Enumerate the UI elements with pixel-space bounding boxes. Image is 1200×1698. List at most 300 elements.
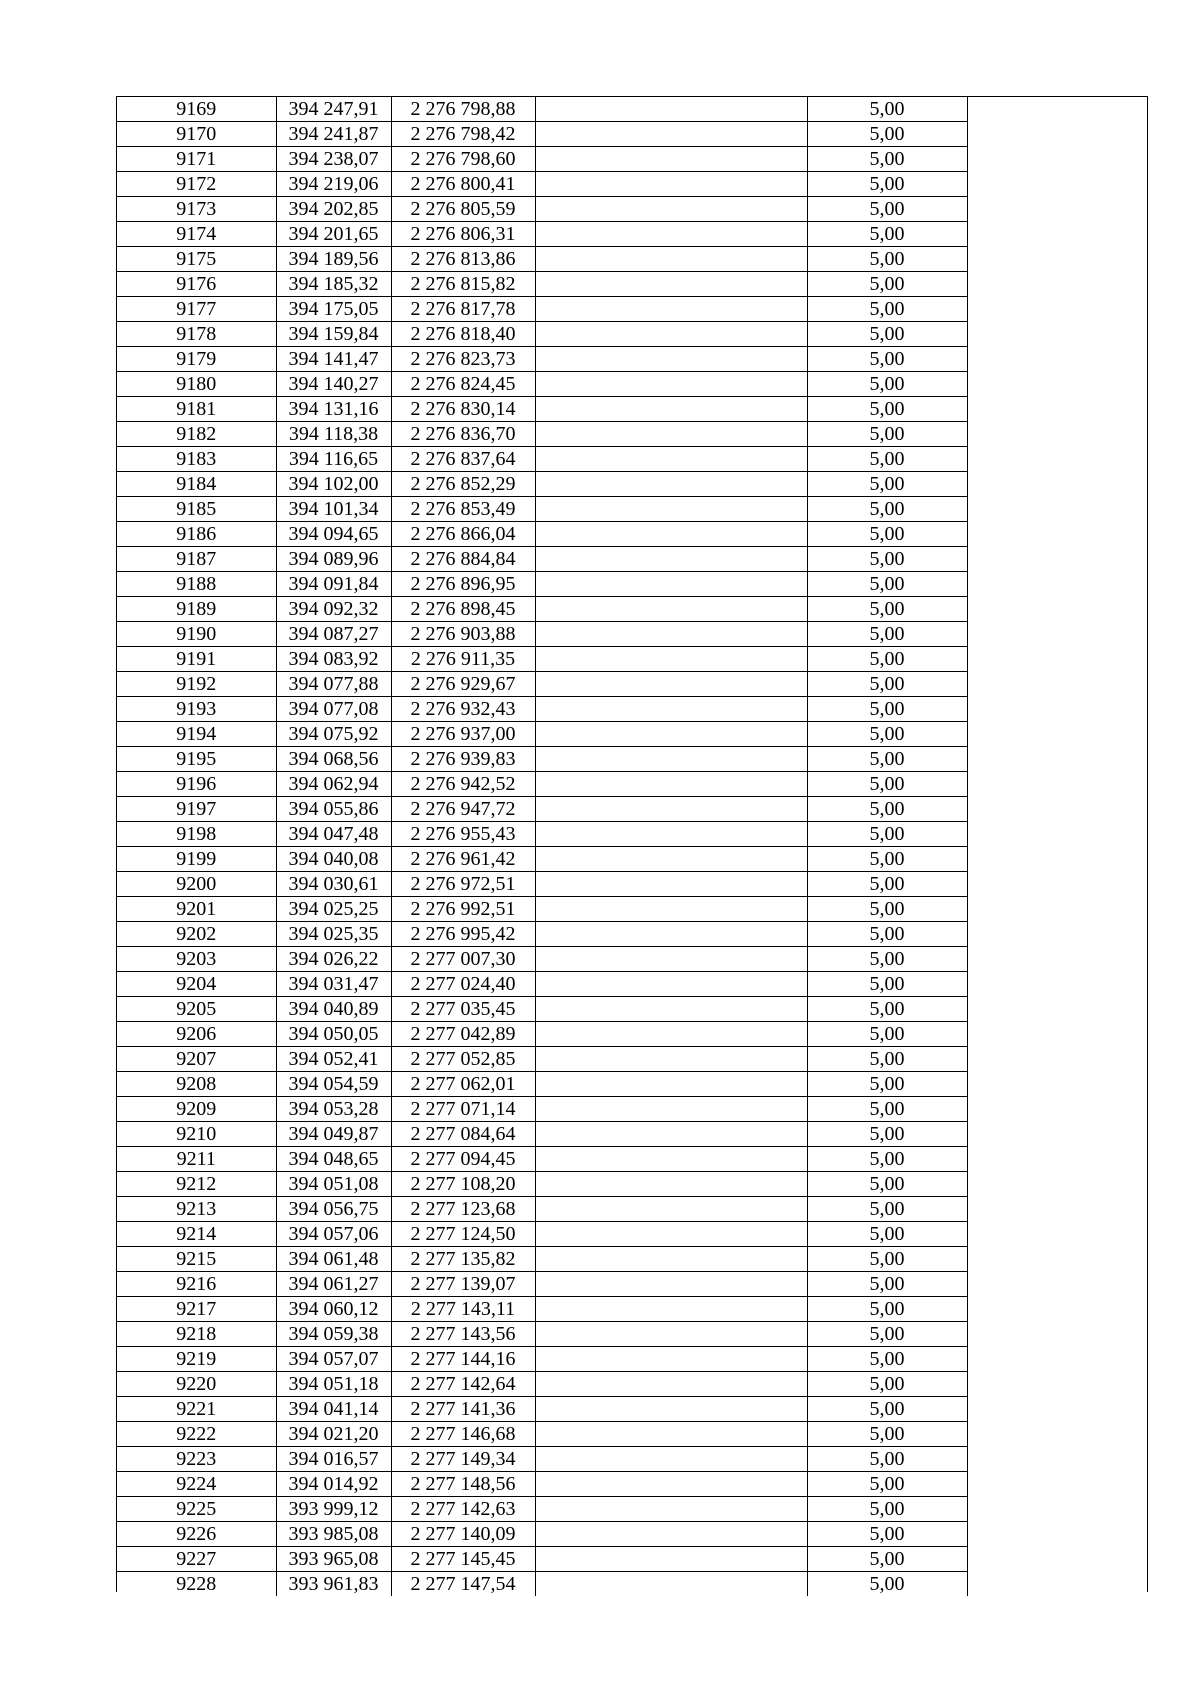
description-cell [535, 1547, 807, 1572]
point-number-cell: 9199 [117, 847, 276, 872]
point-number-cell: 9190 [117, 622, 276, 647]
x-coordinate-cell: 394 116,65 [276, 447, 391, 472]
accuracy-cell: 5,00 [807, 497, 967, 522]
y-coordinate-cell: 2 276 903,88 [391, 622, 535, 647]
extra-cell [967, 1272, 1147, 1297]
accuracy-cell: 5,00 [807, 372, 967, 397]
x-coordinate-cell: 394 051,18 [276, 1372, 391, 1397]
table-row [117, 372, 1147, 397]
y-coordinate-cell: 2 277 094,45 [391, 1147, 535, 1172]
table-row [117, 722, 1147, 747]
x-coordinate-cell: 394 062,94 [276, 772, 391, 797]
description-cell [535, 522, 807, 547]
table-row [117, 1522, 1147, 1547]
table-row [117, 297, 1147, 322]
x-coordinate-cell: 394 040,08 [276, 847, 391, 872]
description-cell [535, 397, 807, 422]
y-coordinate-cell: 2 277 144,16 [391, 1347, 535, 1372]
table-row [117, 872, 1147, 897]
y-coordinate-cell: 2 276 947,72 [391, 797, 535, 822]
table-row [117, 1422, 1147, 1447]
description-cell [535, 1172, 807, 1197]
accuracy-cell: 5,00 [807, 1297, 967, 1322]
extra-cell [967, 1147, 1147, 1172]
y-coordinate-cell: 2 276 932,43 [391, 697, 535, 722]
point-number-cell: 9228 [117, 1572, 276, 1597]
y-coordinate-cell: 2 276 830,14 [391, 397, 535, 422]
x-coordinate-cell: 394 030,61 [276, 872, 391, 897]
y-coordinate-cell: 2 276 805,59 [391, 197, 535, 222]
table-row [117, 347, 1147, 372]
x-coordinate-cell: 394 077,08 [276, 697, 391, 722]
point-number-cell: 9203 [117, 947, 276, 972]
y-coordinate-cell: 2 276 817,78 [391, 297, 535, 322]
accuracy-cell: 5,00 [807, 772, 967, 797]
description-cell [535, 472, 807, 497]
extra-cell [967, 1497, 1147, 1522]
description-cell [535, 947, 807, 972]
y-coordinate-cell: 2 276 823,73 [391, 347, 535, 372]
extra-cell [967, 1472, 1147, 1497]
extra-cell [967, 1347, 1147, 1372]
point-number-cell: 9198 [117, 822, 276, 847]
table-row [117, 122, 1147, 147]
description-cell [535, 1372, 807, 1397]
table-row [117, 1072, 1147, 1097]
description-cell [535, 1297, 807, 1322]
accuracy-cell: 5,00 [807, 1197, 967, 1222]
point-number-cell: 9171 [117, 147, 276, 172]
x-coordinate-cell: 394 094,65 [276, 522, 391, 547]
accuracy-cell: 5,00 [807, 397, 967, 422]
description-cell [535, 872, 807, 897]
x-coordinate-cell: 394 041,14 [276, 1397, 391, 1422]
x-coordinate-cell: 394 102,00 [276, 472, 391, 497]
point-number-cell: 9227 [117, 1547, 276, 1572]
y-coordinate-cell: 2 277 124,50 [391, 1222, 535, 1247]
accuracy-cell: 5,00 [807, 447, 967, 472]
extra-cell [967, 1522, 1147, 1547]
description-cell [535, 972, 807, 997]
description-cell [535, 1522, 807, 1547]
point-number-cell: 9185 [117, 497, 276, 522]
extra-cell [967, 522, 1147, 547]
accuracy-cell: 5,00 [807, 597, 967, 622]
table-row [117, 322, 1147, 347]
point-number-cell: 9179 [117, 347, 276, 372]
accuracy-cell: 5,00 [807, 1147, 967, 1172]
extra-cell [967, 1022, 1147, 1047]
x-coordinate-cell: 394 247,91 [276, 97, 391, 122]
description-cell [535, 772, 807, 797]
extra-cell [967, 1172, 1147, 1197]
x-coordinate-cell: 394 014,92 [276, 1472, 391, 1497]
extra-cell [967, 572, 1147, 597]
description-cell [535, 1272, 807, 1297]
description-cell [535, 247, 807, 272]
point-number-cell: 9223 [117, 1447, 276, 1472]
table-row [117, 797, 1147, 822]
x-coordinate-cell: 394 051,08 [276, 1172, 391, 1197]
extra-cell [967, 422, 1147, 447]
point-number-cell: 9189 [117, 597, 276, 622]
y-coordinate-cell: 2 277 143,56 [391, 1322, 535, 1347]
extra-cell [967, 497, 1147, 522]
extra-cell [967, 247, 1147, 272]
y-coordinate-cell: 2 277 135,82 [391, 1247, 535, 1272]
extra-cell [967, 597, 1147, 622]
extra-cell [967, 1397, 1147, 1422]
accuracy-cell: 5,00 [807, 147, 967, 172]
point-number-cell: 9194 [117, 722, 276, 747]
extra-cell [967, 872, 1147, 897]
point-number-cell: 9211 [117, 1147, 276, 1172]
x-coordinate-cell: 394 060,12 [276, 1297, 391, 1322]
accuracy-cell: 5,00 [807, 347, 967, 372]
table-row [117, 572, 1147, 597]
coordinates-table-container [116, 96, 1148, 1595]
accuracy-cell: 5,00 [807, 1247, 967, 1272]
extra-cell [967, 1572, 1147, 1597]
point-number-cell: 9176 [117, 272, 276, 297]
extra-cell [967, 372, 1147, 397]
extra-cell [967, 722, 1147, 747]
table-row [117, 397, 1147, 422]
point-number-cell: 9212 [117, 1172, 276, 1197]
accuracy-cell: 5,00 [807, 1322, 967, 1347]
table-row [117, 1172, 1147, 1197]
y-coordinate-cell: 2 277 123,68 [391, 1197, 535, 1222]
accuracy-cell: 5,00 [807, 297, 967, 322]
table-row [117, 1497, 1147, 1522]
x-coordinate-cell: 394 189,56 [276, 247, 391, 272]
description-cell [535, 597, 807, 622]
table-row [117, 1347, 1147, 1372]
point-number-cell: 9186 [117, 522, 276, 547]
y-coordinate-cell: 2 277 142,63 [391, 1497, 535, 1522]
x-coordinate-cell: 394 238,07 [276, 147, 391, 172]
x-coordinate-cell: 394 057,07 [276, 1347, 391, 1372]
y-coordinate-cell: 2 276 798,42 [391, 122, 535, 147]
description-cell [535, 1072, 807, 1097]
description-cell [535, 822, 807, 847]
extra-cell [967, 472, 1147, 497]
description-cell [535, 447, 807, 472]
x-coordinate-cell: 394 175,05 [276, 297, 391, 322]
y-coordinate-cell: 2 276 939,83 [391, 747, 535, 772]
x-coordinate-cell: 394 025,35 [276, 922, 391, 947]
point-number-cell: 9226 [117, 1522, 276, 1547]
y-coordinate-cell: 2 276 972,51 [391, 872, 535, 897]
extra-cell [967, 122, 1147, 147]
extra-cell [967, 647, 1147, 672]
point-number-cell: 9174 [117, 222, 276, 247]
table-row [117, 272, 1147, 297]
y-coordinate-cell: 2 277 145,45 [391, 1547, 535, 1572]
y-coordinate-cell: 2 276 852,29 [391, 472, 535, 497]
accuracy-cell: 5,00 [807, 697, 967, 722]
accuracy-cell: 5,00 [807, 1422, 967, 1447]
extra-cell [967, 447, 1147, 472]
extra-cell [967, 322, 1147, 347]
description-cell [535, 547, 807, 572]
y-coordinate-cell: 2 276 992,51 [391, 897, 535, 922]
table-row [117, 747, 1147, 772]
y-coordinate-cell: 2 277 042,89 [391, 1022, 535, 1047]
point-number-cell: 9209 [117, 1097, 276, 1122]
point-number-cell: 9202 [117, 922, 276, 947]
accuracy-cell: 5,00 [807, 1572, 967, 1597]
point-number-cell: 9180 [117, 372, 276, 397]
point-number-cell: 9206 [117, 1022, 276, 1047]
accuracy-cell: 5,00 [807, 1097, 967, 1122]
table-row [117, 1222, 1147, 1247]
table-row [117, 1097, 1147, 1122]
point-number-cell: 9193 [117, 697, 276, 722]
accuracy-cell: 5,00 [807, 822, 967, 847]
accuracy-cell: 5,00 [807, 1397, 967, 1422]
extra-cell [967, 922, 1147, 947]
table-row [117, 1197, 1147, 1222]
point-number-cell: 9196 [117, 772, 276, 797]
table-row [117, 547, 1147, 572]
extra-cell [967, 347, 1147, 372]
description-cell [535, 1047, 807, 1072]
y-coordinate-cell: 2 277 146,68 [391, 1422, 535, 1447]
y-coordinate-cell: 2 276 942,52 [391, 772, 535, 797]
description-cell [535, 722, 807, 747]
y-coordinate-cell: 2 277 062,01 [391, 1072, 535, 1097]
point-number-cell: 9218 [117, 1322, 276, 1347]
table-row [117, 172, 1147, 197]
description-cell [535, 847, 807, 872]
x-coordinate-cell: 394 131,16 [276, 397, 391, 422]
description-cell [535, 747, 807, 772]
x-coordinate-cell: 394 140,27 [276, 372, 391, 397]
extra-cell [967, 1547, 1147, 1572]
description-cell [535, 697, 807, 722]
accuracy-cell: 5,00 [807, 247, 967, 272]
accuracy-cell: 5,00 [807, 872, 967, 897]
description-cell [535, 622, 807, 647]
accuracy-cell: 5,00 [807, 1172, 967, 1197]
point-number-cell: 9173 [117, 197, 276, 222]
extra-cell [967, 772, 1147, 797]
table-row [117, 597, 1147, 622]
y-coordinate-cell: 2 276 961,42 [391, 847, 535, 872]
description-cell [535, 322, 807, 347]
table-row [117, 672, 1147, 697]
y-coordinate-cell: 2 277 108,20 [391, 1172, 535, 1197]
accuracy-cell: 5,00 [807, 722, 967, 747]
description-cell [535, 97, 807, 122]
x-coordinate-cell: 394 089,96 [276, 547, 391, 572]
coordinates-table-body [117, 97, 1147, 1596]
y-coordinate-cell: 2 277 024,40 [391, 972, 535, 997]
extra-cell [967, 997, 1147, 1022]
point-number-cell: 9221 [117, 1397, 276, 1422]
point-number-cell: 9214 [117, 1222, 276, 1247]
x-coordinate-cell: 394 061,27 [276, 1272, 391, 1297]
table-row [117, 1397, 1147, 1422]
extra-cell [967, 1447, 1147, 1472]
accuracy-cell: 5,00 [807, 222, 967, 247]
table-row [117, 1372, 1147, 1397]
y-coordinate-cell: 2 276 815,82 [391, 272, 535, 297]
accuracy-cell: 5,00 [807, 847, 967, 872]
point-number-cell: 9178 [117, 322, 276, 347]
table-row [117, 197, 1147, 222]
point-number-cell: 9187 [117, 547, 276, 572]
description-cell [535, 172, 807, 197]
description-cell [535, 1397, 807, 1422]
description-cell [535, 1322, 807, 1347]
point-number-cell: 9208 [117, 1072, 276, 1097]
table-row [117, 997, 1147, 1022]
extra-cell [967, 272, 1147, 297]
point-number-cell: 9215 [117, 1247, 276, 1272]
x-coordinate-cell: 394 056,75 [276, 1197, 391, 1222]
x-coordinate-cell: 394 021,20 [276, 1422, 391, 1447]
description-cell [535, 1247, 807, 1272]
x-coordinate-cell: 394 050,05 [276, 1022, 391, 1047]
x-coordinate-cell: 394 077,88 [276, 672, 391, 697]
point-number-cell: 9188 [117, 572, 276, 597]
y-coordinate-cell: 2 276 824,45 [391, 372, 535, 397]
extra-cell [967, 822, 1147, 847]
accuracy-cell: 5,00 [807, 547, 967, 572]
accuracy-cell: 5,00 [807, 172, 967, 197]
y-coordinate-cell: 2 277 141,36 [391, 1397, 535, 1422]
table-row [117, 1147, 1147, 1172]
table-row [117, 972, 1147, 997]
y-coordinate-cell: 2 276 955,43 [391, 822, 535, 847]
description-cell [535, 1447, 807, 1472]
accuracy-cell: 5,00 [807, 797, 967, 822]
description-cell [535, 572, 807, 597]
point-number-cell: 9182 [117, 422, 276, 447]
extra-cell [967, 1297, 1147, 1322]
description-cell [535, 922, 807, 947]
table-row [117, 697, 1147, 722]
x-coordinate-cell: 394 026,22 [276, 947, 391, 972]
description-cell [535, 297, 807, 322]
table-row [117, 1272, 1147, 1297]
table-row [117, 1472, 1147, 1497]
point-number-cell: 9222 [117, 1422, 276, 1447]
x-coordinate-cell: 394 025,25 [276, 897, 391, 922]
y-coordinate-cell: 2 276 866,04 [391, 522, 535, 547]
table-row [117, 922, 1147, 947]
x-coordinate-cell: 394 053,28 [276, 1097, 391, 1122]
description-cell [535, 347, 807, 372]
description-cell [535, 1222, 807, 1247]
point-number-cell: 9177 [117, 297, 276, 322]
accuracy-cell: 5,00 [807, 1047, 967, 1072]
y-coordinate-cell: 2 277 148,56 [391, 1472, 535, 1497]
x-coordinate-cell: 394 087,27 [276, 622, 391, 647]
point-number-cell: 9197 [117, 797, 276, 822]
x-coordinate-cell: 394 091,84 [276, 572, 391, 597]
accuracy-cell: 5,00 [807, 1122, 967, 1147]
accuracy-cell: 5,00 [807, 272, 967, 297]
y-coordinate-cell: 2 276 806,31 [391, 222, 535, 247]
accuracy-cell: 5,00 [807, 647, 967, 672]
accuracy-cell: 5,00 [807, 1347, 967, 1372]
description-cell [535, 1347, 807, 1372]
table-row [117, 147, 1147, 172]
description-cell [535, 497, 807, 522]
point-number-cell: 9213 [117, 1197, 276, 1222]
accuracy-cell: 5,00 [807, 1547, 967, 1572]
point-number-cell: 9181 [117, 397, 276, 422]
description-cell [535, 222, 807, 247]
extra-cell [967, 1047, 1147, 1072]
x-coordinate-cell: 394 083,92 [276, 647, 391, 672]
point-number-cell: 9184 [117, 472, 276, 497]
x-coordinate-cell: 394 101,34 [276, 497, 391, 522]
point-number-cell: 9204 [117, 972, 276, 997]
extra-cell [967, 1422, 1147, 1447]
y-coordinate-cell: 2 276 896,95 [391, 572, 535, 597]
description-cell [535, 997, 807, 1022]
y-coordinate-cell: 2 276 798,60 [391, 147, 535, 172]
y-coordinate-cell: 2 277 142,64 [391, 1372, 535, 1397]
accuracy-cell: 5,00 [807, 922, 967, 947]
description-cell [535, 1472, 807, 1497]
description-cell [535, 422, 807, 447]
accuracy-cell: 5,00 [807, 672, 967, 697]
accuracy-cell: 5,00 [807, 947, 967, 972]
extra-cell [967, 97, 1147, 122]
description-cell [535, 197, 807, 222]
extra-cell [967, 147, 1147, 172]
description-cell [535, 122, 807, 147]
y-coordinate-cell: 2 277 052,85 [391, 1047, 535, 1072]
accuracy-cell: 5,00 [807, 897, 967, 922]
x-coordinate-cell: 394 219,06 [276, 172, 391, 197]
x-coordinate-cell: 394 185,32 [276, 272, 391, 297]
x-coordinate-cell: 393 961,83 [276, 1572, 391, 1597]
point-number-cell: 9192 [117, 672, 276, 697]
x-coordinate-cell: 394 016,57 [276, 1447, 391, 1472]
extra-cell [967, 947, 1147, 972]
accuracy-cell: 5,00 [807, 747, 967, 772]
extra-cell [967, 897, 1147, 922]
description-cell [535, 672, 807, 697]
description-cell [535, 647, 807, 672]
y-coordinate-cell: 2 277 149,34 [391, 1447, 535, 1472]
y-coordinate-cell: 2 276 898,45 [391, 597, 535, 622]
accuracy-cell: 5,00 [807, 1222, 967, 1247]
extra-cell [967, 622, 1147, 647]
description-cell [535, 1497, 807, 1522]
table-row [117, 247, 1147, 272]
description-cell [535, 1147, 807, 1172]
accuracy-cell: 5,00 [807, 197, 967, 222]
x-coordinate-cell: 394 055,86 [276, 797, 391, 822]
description-cell [535, 897, 807, 922]
description-cell [535, 797, 807, 822]
point-number-cell: 9195 [117, 747, 276, 772]
accuracy-cell: 5,00 [807, 1522, 967, 1547]
x-coordinate-cell: 394 159,84 [276, 322, 391, 347]
y-coordinate-cell: 2 276 813,86 [391, 247, 535, 272]
description-cell [535, 272, 807, 297]
x-coordinate-cell: 394 201,65 [276, 222, 391, 247]
description-cell [535, 372, 807, 397]
table-row [117, 647, 1147, 672]
